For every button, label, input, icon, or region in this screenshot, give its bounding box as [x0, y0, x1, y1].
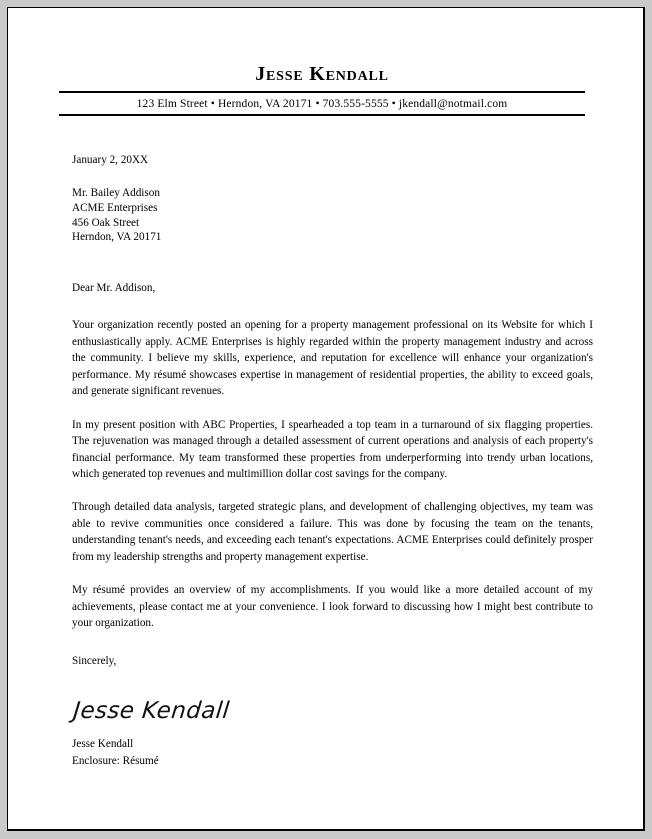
letterhead-rule-bottom [59, 114, 585, 116]
letterhead [59, 63, 585, 116]
recipient-company: ACME Enterprises [72, 201, 158, 214]
closing-line: Sincerely, [72, 654, 117, 667]
signature-block [72, 736, 593, 771]
signer-name: Jesse Kendall [72, 737, 134, 750]
page-title: Jesse Kendall [255, 63, 389, 85]
body-paragraph-3: Through detailed data analysis, targeted strategic plans, and development of challenging objectives, my team was able to revive communities once considered a failure. This was done by focusing the team on the tenants, understanding tenant's needs, and exceeding each tenant's expectations. ACME Enterprises could definitely prosper from my leadership strengths and property management expertise. [72, 501, 593, 563]
body-paragraph-4: My résumé provides an overview of my accomplishments. If you would like a more detailed account of my achievements, please contact me at your convenience. I look forward to discussing how I might best contribute to your organization. [72, 584, 593, 630]
date-line: January 2, 20XX [72, 154, 149, 166]
body-paragraph-2: In my present position with ABC Properties, I spearheaded a top team in a turnaround of six flagging properties. The rejuvenation was managed through a detailed assessment of current operations and analysis of each property's financial performance. My team transformed these properties from underperforming into trendy urban locations, which generated top revenues and multimillion dollar cost savings for the company. [72, 418, 593, 480]
recipient-street: 456 Oak Street [72, 216, 140, 229]
salutation: Dear Mr. Addison, [72, 282, 156, 295]
signature-script: Jesse Kendall [72, 697, 231, 724]
body-paragraph-1: Your organization recently posted an opening for a property management professional on its Website for which I enthusiastically apply. ACME Enterprises is highly regarded within the property management industry and across the community. I believe my skills, experience, and reputation for excellence will enhance your organization's performance. My résumé showcases expertise in management of residential properties, the ability to exceed goals, and generate significant revenues. [72, 319, 593, 398]
recipient-address-block [72, 186, 593, 245]
enclosure-line: Enclosure: Résumé [72, 755, 159, 768]
contact-line: 123 Elm Street • Herndon, VA 20171 • 703.555-5555 • jkendall@notmail.com [136, 98, 508, 110]
letter-page [8, 8, 643, 829]
letter-body [72, 153, 593, 770]
recipient-city-state-zip: Herndon, VA 20171 [72, 231, 162, 244]
recipient-name: Mr. Bailey Addison [72, 187, 160, 200]
